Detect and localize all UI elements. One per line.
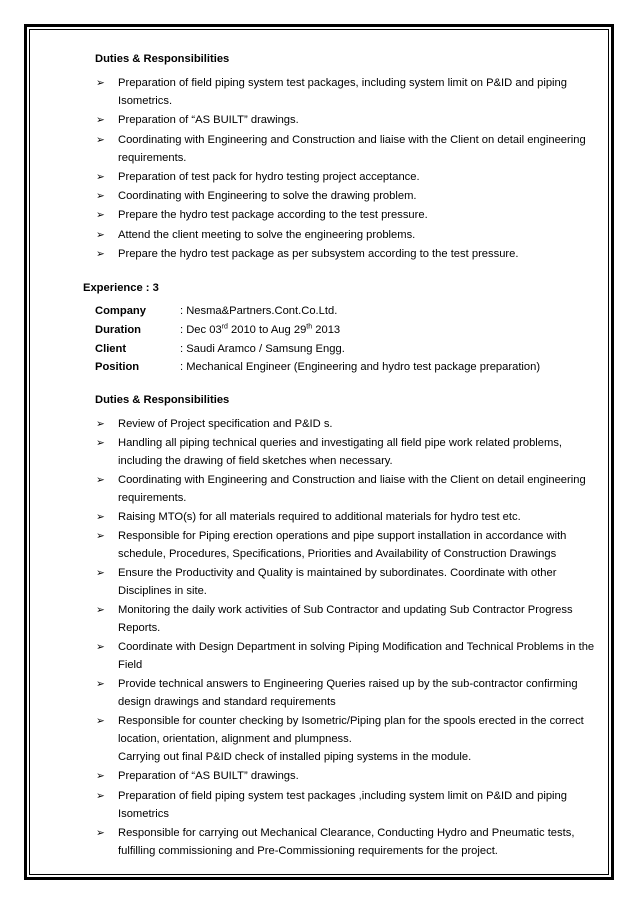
list-item: Preparation of test pack for hydro testing project acceptance. <box>118 171 420 183</box>
ordinal-suffix: rd <box>221 323 228 331</box>
list-item: Preparation of “AS BUILT” drawings. <box>118 114 299 126</box>
arrow-bullet-icon: ➢ <box>96 77 105 89</box>
arrow-bullet-icon: ➢ <box>96 641 105 653</box>
list-item: Coordinating with Engineering and Construction and liaise with the Client on detail engineering requirements. <box>118 474 586 504</box>
list-item: Preparation of field piping system test packages ,including system limit on P&ID and piping Isometrics <box>118 790 567 820</box>
list-item-text: Responsible for counter checking by Isometric/Piping plan for the spools erected in the correct location, orientation, alignment and plumpness. <box>118 715 584 745</box>
arrow-bullet-icon: ➢ <box>96 209 105 221</box>
list-item: Preparation of field piping system test packages, including system limit on P&ID and piping Isometrics. <box>118 77 567 107</box>
list-item: Coordinating with Engineering to solve the drawing problem. <box>118 190 417 202</box>
duration-value <box>180 321 340 339</box>
list-item: Ensure the Productivity and Quality is maintained by subordinates. Coordinate with other Disciplines in site. <box>118 567 557 597</box>
list-item: Review of Project specification and P&ID s. <box>118 418 333 430</box>
duration-label: Duration <box>95 324 141 336</box>
duties-heading-1: Duties & Responsibilities <box>95 53 230 65</box>
list-item: Responsible for Piping erection operations and pipe support installation in accordance with schedule, Procedures, Specifications, Priorities and Availability of Construction Drawings <box>118 530 567 560</box>
duration-middle: 2010 to Aug 29 <box>227 324 307 336</box>
company-label: Company <box>95 305 146 317</box>
list-item: Coordinate with Design Department in solving Piping Modification and Technical Problems in the Field <box>118 641 595 671</box>
list-item <box>118 712 608 766</box>
list-item: Attend the client meeting to solve the engineering problems. <box>118 229 416 241</box>
arrow-bullet-icon: ➢ <box>96 790 105 802</box>
arrow-bullet-icon: ➢ <box>96 604 105 616</box>
list-item: Coordinating with Engineering and Construction and liaise with the Client on detail engineering requirements. <box>118 134 586 164</box>
arrow-bullet-icon: ➢ <box>96 418 105 430</box>
arrow-bullet-icon: ➢ <box>96 437 105 449</box>
duration-end: 2013 <box>312 324 341 336</box>
arrow-bullet-icon: ➢ <box>96 678 105 690</box>
arrow-bullet-icon: ➢ <box>96 474 105 486</box>
list-item: Provide technical answers to Engineering Queries raised up by the sub-contractor confirming design drawings and standard requirements <box>118 678 578 708</box>
list-item: Monitoring the daily work activities of Sub Contractor and updating Sub Contractor Progress Reports. <box>118 604 573 634</box>
arrow-bullet-icon: ➢ <box>96 567 105 579</box>
arrow-bullet-icon: ➢ <box>96 134 105 146</box>
position-label: Position <box>95 361 140 373</box>
list-item: Raising MTO(s) for all materials required to additional materials for hydro test etc. <box>118 511 521 523</box>
list-item: Preparation of “AS BUILT” drawings. <box>118 770 299 782</box>
arrow-bullet-icon: ➢ <box>96 114 105 126</box>
client-label: Client <box>95 343 127 355</box>
company-value: : Nesma&Partners.Cont.Co.Ltd. <box>180 305 338 317</box>
list-item: Prepare the hydro test package as per subsystem according to the test pressure. <box>118 248 519 260</box>
arrow-bullet-icon: ➢ <box>96 511 105 523</box>
list-item-extra: Carrying out final P&ID check of installed piping systems in the module. <box>118 751 472 763</box>
arrow-bullet-icon: ➢ <box>96 530 105 542</box>
arrow-bullet-icon: ➢ <box>96 715 105 727</box>
position-value: : Mechanical Engineer (Engineering and hydro test package preparation) <box>180 361 541 373</box>
experience-heading: Experience : 3 <box>83 282 159 294</box>
ordinal-suffix: th <box>306 323 313 331</box>
arrow-bullet-icon: ➢ <box>96 229 105 241</box>
list-item: Responsible for carrying out Mechanical Clearance, Conducting Hydro and Pneumatic tests, fulfilling commissioning and Pre-Commissioning requirements for the project. <box>118 827 575 857</box>
arrow-bullet-icon: ➢ <box>96 171 105 183</box>
arrow-bullet-icon: ➢ <box>96 827 105 839</box>
list-item: Prepare the hydro test package according to the test pressure. <box>118 209 428 221</box>
arrow-bullet-icon: ➢ <box>96 770 105 782</box>
duration-start: : Dec 03 <box>180 324 222 336</box>
arrow-bullet-icon: ➢ <box>96 190 105 202</box>
arrow-bullet-icon: ➢ <box>96 248 105 260</box>
list-item: Handling all piping technical queries and investigating all field pipe work related problems, including the drawing of field sketches when necessary. <box>118 437 563 467</box>
duties-heading-2: Duties & Responsibilities <box>95 394 230 406</box>
client-value: : Saudi Aramco / Samsung Engg. <box>180 343 345 355</box>
